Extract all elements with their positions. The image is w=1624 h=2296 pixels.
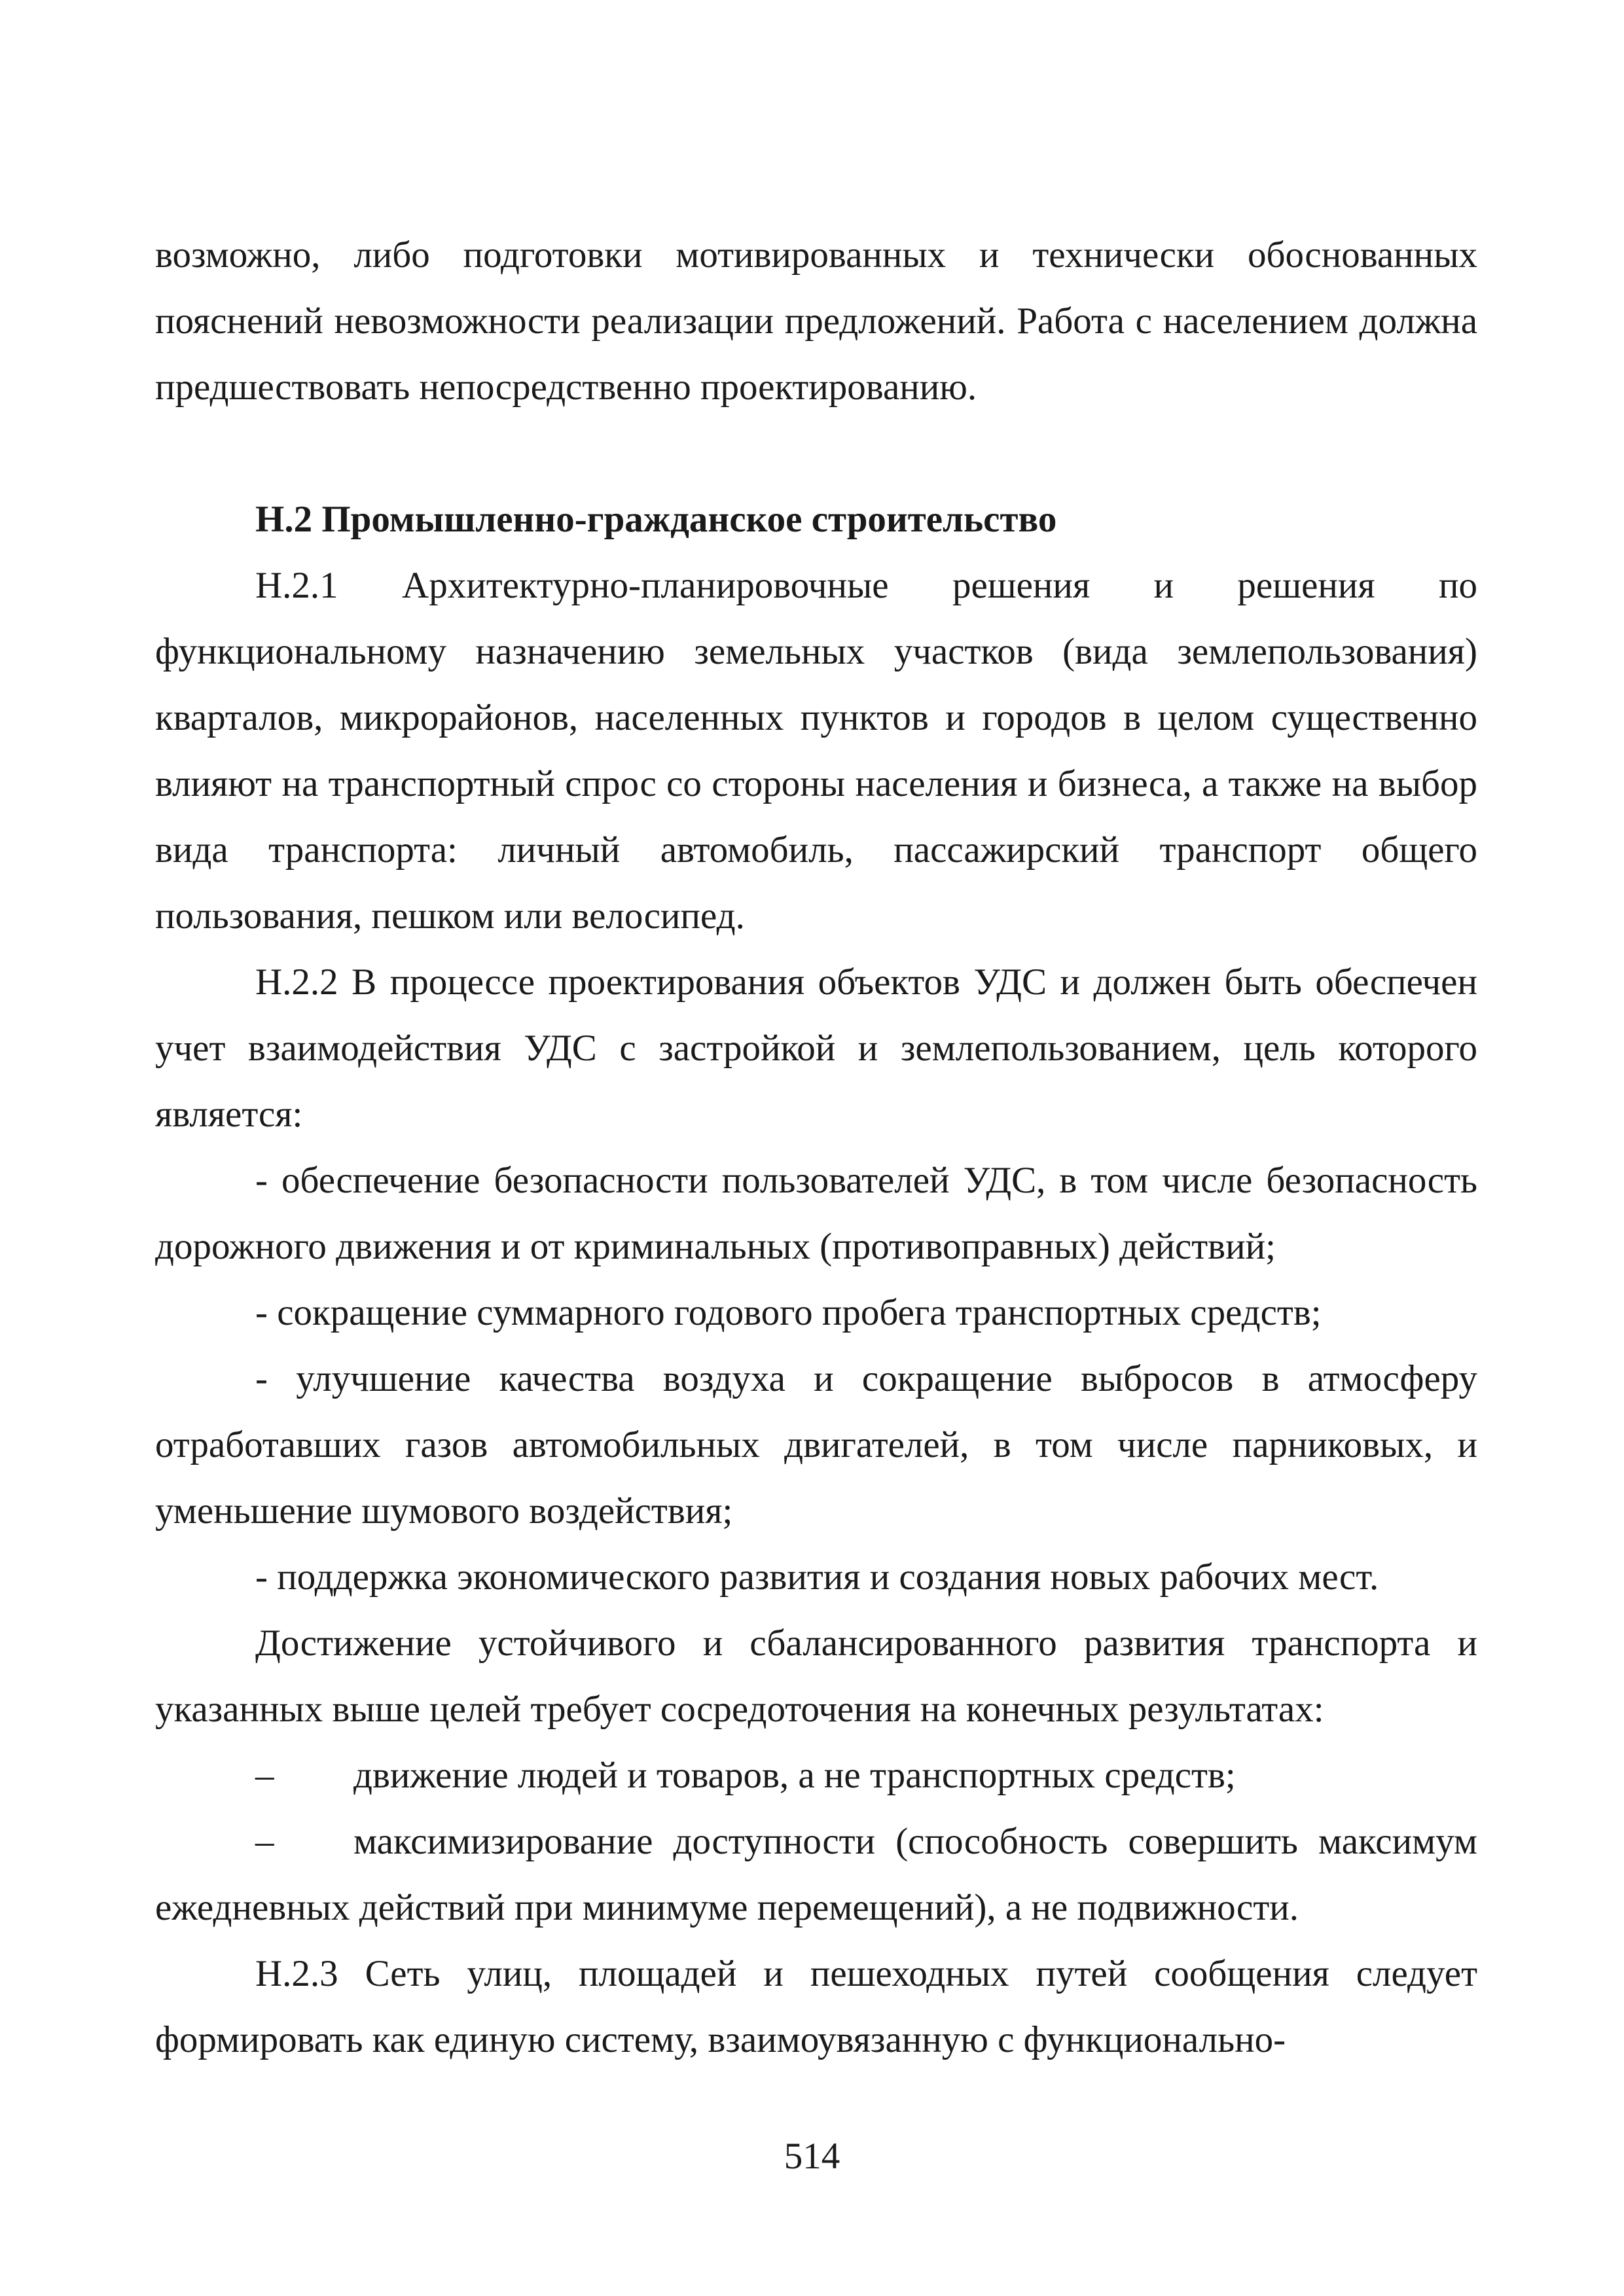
paragraph: Н.2.2 В процессе проектирования объектов УДС и должен быть обеспечен учет взаимодействия УДС с застройкой и землепользованием, цель которого является: xyxy=(155,961,1477,1135)
list-item: - обеспечение безопасности пользователей УДС, в том числе безопасность дорожного движения и от криминальных (противоправных) действий; xyxy=(155,1160,1477,1267)
section-heading: Н.2 Промышленно-гражданское строительство xyxy=(255,499,1057,540)
paragraph: Н.2.1 Архитектурно-планировочные решения и решения по функциональному назначению земельных участков (вида землепользования) кварталов, микрорайонов, населенных пунктов и городов в целом существенно влияют на транспортный спрос со стороны населения и бизнеса, а также на выбор вида транспорта: личный автомобиль, пассажирский транспорт общего пользования, пешком или велосипед. xyxy=(155,565,1477,937)
list-item: - улучшение качества воздуха и сокращение выбросов в атмосферу отработавших газов автомобильных двигателей, в том числе парниковых, и уменьшение шумового воздействия; xyxy=(155,1358,1477,1532)
paragraph: Н.2.3 Сеть улиц, площадей и пешеходных путей сообщения следует формировать как единую систему, взаимоувязанную с функционально- xyxy=(155,1953,1477,2060)
body-text xyxy=(155,222,1477,2073)
list-item: - поддержка экономического развития и создания новых рабочих мест. xyxy=(255,1556,1379,1598)
dash-list-item xyxy=(155,1808,1477,1941)
page-number: 514 xyxy=(784,2136,840,2177)
paragraph: возможно, либо подготовки мотивированных и технически обоснованных пояснений невозможности реализации предложений. Работа с населением должна предшествовать непосредственно проектированию. xyxy=(155,234,1477,408)
dash-list-item xyxy=(155,1742,1477,1808)
dash-marker: – xyxy=(255,1821,274,1862)
dash-marker: – xyxy=(255,1755,274,1796)
dash-list-text: движение людей и товаров, а не транспортных средств; xyxy=(353,1755,1236,1796)
list-item: - сокращение суммарного годового пробега транспортных средств; xyxy=(255,1292,1322,1333)
paragraph: Достижение устойчивого и сбалансированного развития транспорта и указанных выше целей требует сосредоточения на конечных результатах: xyxy=(155,1623,1477,1730)
dash-list-text: максимизирование доступности (способность совершить максимум ежедневных действий при минимуме перемещений), а не подвижности. xyxy=(155,1821,1477,1928)
